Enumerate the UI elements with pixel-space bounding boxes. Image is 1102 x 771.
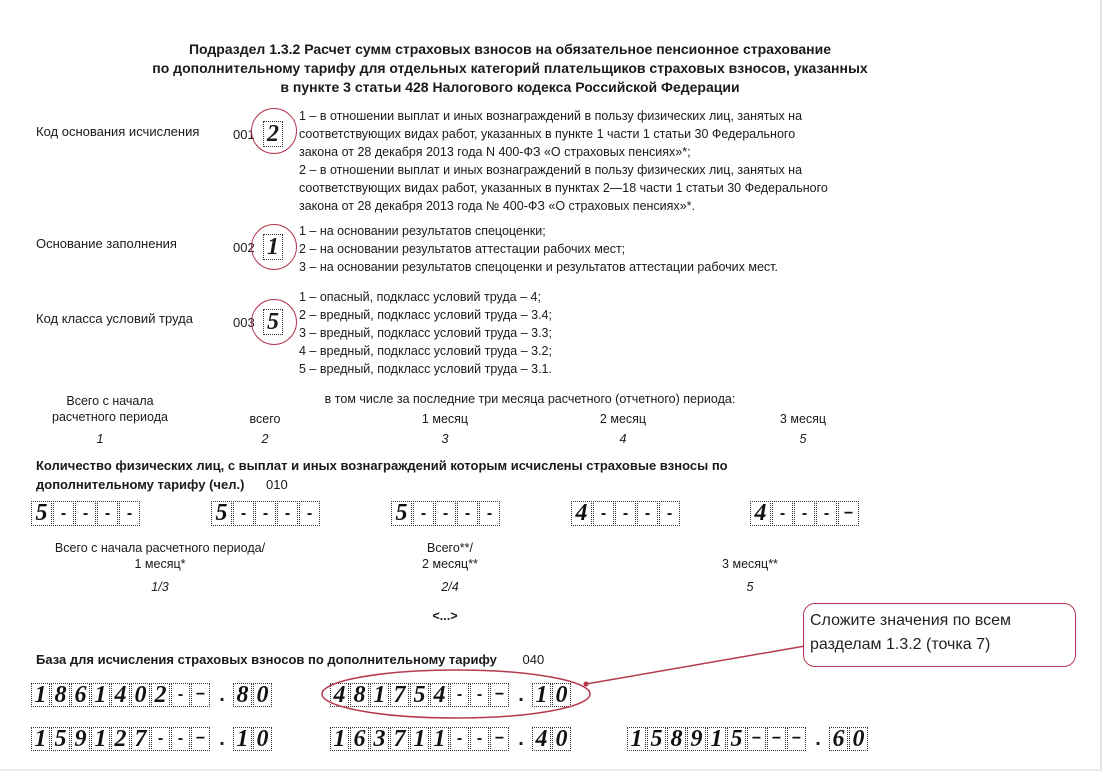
digit-cell[interactable]: - bbox=[255, 501, 276, 526]
digit-cell[interactable]: 2 bbox=[111, 727, 130, 751]
col1-header-line: расчетного периода bbox=[52, 410, 168, 424]
digit-cell[interactable]: 7 bbox=[131, 727, 150, 751]
digit-cell[interactable]: 1 bbox=[707, 727, 726, 751]
col-number: 4 bbox=[619, 432, 627, 446]
digit-cell[interactable]: 5 bbox=[727, 727, 746, 751]
digit-cell[interactable]: - bbox=[816, 501, 837, 526]
digit-cell[interactable]: 5 bbox=[410, 683, 429, 707]
digit-cell[interactable]: 4 bbox=[111, 683, 130, 707]
title-line: Подраздел 1.3.2 Расчет сумм страховых взносов на обязательное пенсионное страхование bbox=[188, 41, 832, 57]
label-line: дополнительному тарифу (чел.) bbox=[36, 477, 245, 492]
digit-cell[interactable]: 0 bbox=[253, 683, 272, 707]
col4-header: 2 месяц bbox=[599, 412, 647, 426]
digit-cell[interactable]: 5 bbox=[211, 501, 232, 526]
digit-cell[interactable]: 1 bbox=[330, 727, 349, 751]
digit-cell[interactable]: 1 bbox=[627, 727, 646, 751]
desc-line: 3 – вредный, подкласс условий труда – 3.3; bbox=[299, 326, 552, 340]
title-line: в пункте 3 статьи 428 Налогового кодекса Российской Федерации bbox=[280, 79, 740, 95]
digit-cell[interactable]: - bbox=[435, 501, 456, 526]
col-number: 1 bbox=[96, 432, 104, 446]
digit-cell[interactable]: 6 bbox=[350, 727, 369, 751]
header-line: Всего**/ bbox=[427, 541, 473, 555]
digit-cell[interactable]: 0 bbox=[552, 727, 571, 751]
callout-anchor-dot bbox=[584, 682, 589, 687]
digit-cell[interactable]: − bbox=[838, 501, 859, 526]
col2-header: всего bbox=[249, 412, 281, 426]
digit-cell[interactable]: − bbox=[490, 727, 509, 751]
digit-cell[interactable]: 8 bbox=[350, 683, 369, 707]
digit-cell[interactable]: − bbox=[767, 727, 786, 751]
callout-line bbox=[586, 646, 805, 684]
digit-cell[interactable]: 0 bbox=[131, 683, 150, 707]
decimal-separator: . bbox=[219, 684, 225, 706]
desc-line: закона от 28 декабря 2013 года № 400-ФЗ «О страховых пенсиях»*. bbox=[299, 199, 695, 213]
digit-cell[interactable]: - bbox=[171, 683, 190, 707]
digit-cell[interactable]: 7 bbox=[390, 683, 409, 707]
digit-cell[interactable]: - bbox=[171, 727, 190, 751]
digit-cell[interactable]: 1 bbox=[91, 683, 110, 707]
digit-cell[interactable]: - bbox=[75, 501, 96, 526]
digit-cell[interactable]: 8 bbox=[233, 683, 252, 707]
desc-line: 1 – опасный, подкласс условий труда – 4; bbox=[299, 290, 541, 304]
digit-cell[interactable]: - bbox=[233, 501, 254, 526]
field-003-label: Код класса условий труда bbox=[36, 311, 193, 326]
col3-header: 1 месяц bbox=[421, 412, 469, 426]
digit-cell[interactable]: 5 bbox=[51, 727, 70, 751]
digit-cell[interactable]: - bbox=[637, 501, 658, 526]
field-003-code: 003 bbox=[233, 315, 255, 330]
desc-line: 3 – на основании результатов спецоценки и результатов аттестации рабочих мест. bbox=[299, 260, 778, 274]
digit-cell[interactable]: - bbox=[450, 683, 469, 707]
digit-cell[interactable]: - bbox=[470, 683, 489, 707]
callout-line-text: разделам 1.3.2 (точка 7) bbox=[810, 636, 991, 653]
digit-cell[interactable]: 4 bbox=[571, 501, 592, 526]
digit-cell[interactable]: 9 bbox=[71, 727, 90, 751]
col5-header: 3 месяц bbox=[779, 412, 827, 426]
digit-cell[interactable]: - bbox=[615, 501, 636, 526]
desc-line: закона от 28 декабря 2013 года N 400-ФЗ «О страховых пенсиях»*; bbox=[299, 145, 691, 159]
digit-cell[interactable]: 5 bbox=[647, 727, 666, 751]
field-002-label: Основание заполнения bbox=[36, 236, 177, 251]
label-text: База для исчисления страховых взносов по дополнительному тарифу bbox=[36, 652, 497, 667]
callout-box bbox=[803, 603, 1076, 667]
digit-cell[interactable]: 6 bbox=[71, 683, 90, 707]
digit-cell[interactable]: - bbox=[53, 501, 74, 526]
digit-cell[interactable]: 1 bbox=[410, 727, 429, 751]
col1-header-line: Всего с начала bbox=[66, 394, 154, 408]
digit-cell[interactable]: 0 bbox=[552, 683, 571, 707]
field-001-value[interactable]: 2 bbox=[263, 121, 283, 147]
label-line: Количество физических лиц, с выплат и иных вознаграждений которым исчислены страховые взносы по bbox=[36, 458, 728, 473]
digit-cell[interactable]: 2 bbox=[151, 683, 170, 707]
digit-cell[interactable]: 6 bbox=[829, 727, 848, 751]
digit-cell[interactable]: - bbox=[772, 501, 793, 526]
digit-cell[interactable]: 0 bbox=[849, 727, 868, 751]
digit-cell[interactable]: - bbox=[659, 501, 680, 526]
ellipsis: <...> bbox=[432, 609, 458, 623]
digit-cell[interactable]: − bbox=[191, 727, 210, 751]
digit-cell[interactable]: 1 bbox=[532, 683, 551, 707]
digit-cell[interactable]: 1 bbox=[91, 727, 110, 751]
digit-cell[interactable]: - bbox=[413, 501, 434, 526]
digit-cell[interactable]: − bbox=[787, 727, 806, 751]
digit-cell[interactable]: 5 bbox=[31, 501, 52, 526]
digit-cell[interactable]: 4 bbox=[532, 727, 551, 751]
callout-line-text: Сложите значения по всем bbox=[810, 612, 1011, 629]
digit-cell[interactable]: 1 bbox=[370, 683, 389, 707]
col-number: 2/4 bbox=[441, 580, 459, 594]
field-002-code: 002 bbox=[233, 240, 255, 255]
decimal-separator: . bbox=[219, 728, 225, 750]
digit-cell[interactable]: 9 bbox=[687, 727, 706, 751]
header-line: 2 месяц** bbox=[422, 557, 478, 571]
header-line: 1 месяц* bbox=[134, 557, 186, 571]
digit-cell[interactable]: - bbox=[470, 727, 489, 751]
digit-cell[interactable]: - bbox=[299, 501, 320, 526]
digit-cell[interactable]: - bbox=[457, 501, 478, 526]
digit-cell[interactable]: 4 bbox=[430, 683, 449, 707]
desc-line: 2 – вредный, подкласс условий труда – 3.4; bbox=[299, 308, 552, 322]
desc-line: соответствующих видах работ, указанных в пунктах 2—18 части 1 статьи 30 Федерального bbox=[299, 181, 828, 195]
field-003-value[interactable]: 5 bbox=[263, 309, 283, 335]
decimal-separator: . bbox=[518, 728, 524, 750]
digit-cell[interactable]: − bbox=[490, 683, 509, 707]
col-number: 1/3 bbox=[151, 580, 169, 594]
digit-cell[interactable]: 7 bbox=[390, 727, 409, 751]
field-001-label: Код основания исчисления bbox=[36, 124, 200, 139]
digit-cell[interactable]: - bbox=[119, 501, 140, 526]
desc-line: 2 – в отношении выплат и иных вознаграждений в пользу физических лиц, занятых на bbox=[299, 163, 803, 177]
header-line: Всего с начала расчетного периода/ bbox=[54, 541, 266, 555]
decimal-separator: . bbox=[518, 684, 524, 706]
digit-cell[interactable]: − bbox=[191, 683, 210, 707]
digit-cell[interactable]: 1 bbox=[31, 683, 50, 707]
digit-cell[interactable]: 3 bbox=[370, 727, 389, 751]
digit-cell[interactable]: 1 bbox=[31, 727, 50, 751]
highlight-ellipse bbox=[322, 670, 590, 718]
digit-cell[interactable]: 5 bbox=[391, 501, 412, 526]
digit-cell[interactable]: - bbox=[97, 501, 118, 526]
desc-line: 5 – вредный, подкласс условий труда – 3.1. bbox=[299, 362, 552, 376]
col-number: 3 bbox=[441, 432, 449, 446]
line-040-code: 040 bbox=[522, 652, 545, 667]
digit-cell[interactable]: - bbox=[479, 501, 500, 526]
digit-cell[interactable]: 8 bbox=[51, 683, 70, 707]
digit-cell[interactable]: 0 bbox=[253, 727, 272, 751]
digit-cell[interactable]: 8 bbox=[667, 727, 686, 751]
col-number: 5 bbox=[799, 432, 807, 446]
field-002-value[interactable]: 1 bbox=[263, 234, 283, 260]
line-010-code: 010 bbox=[266, 477, 288, 492]
digit-cell[interactable]: 1 bbox=[430, 727, 449, 751]
field-001-code: 001 bbox=[233, 127, 255, 142]
digit-cell[interactable]: 1 bbox=[233, 727, 252, 751]
digit-cell[interactable]: - bbox=[277, 501, 298, 526]
col-number: 5 bbox=[746, 580, 754, 594]
col-number: 2 bbox=[261, 432, 269, 446]
digit-cell[interactable]: - bbox=[151, 727, 170, 751]
desc-line: 1 – в отношении выплат и иных вознаграждений в пользу физических лиц, занятых на bbox=[299, 109, 803, 123]
col-header-5: 3 месяц** bbox=[722, 557, 778, 571]
desc-line: 4 – вредный, подкласс условий труда – 3.2; bbox=[299, 344, 552, 358]
title-line: по дополнительному тарифу для отдельных категорий плательщиков страховых взносов, указанных bbox=[152, 60, 868, 76]
digit-cell[interactable]: 4 bbox=[330, 683, 349, 707]
digit-cell[interactable]: − bbox=[747, 727, 766, 751]
decimal-separator: . bbox=[815, 728, 821, 750]
digit-cell[interactable]: - bbox=[450, 727, 469, 751]
group-header: в том числе за последние три месяца расчетного (отчетного) периода: bbox=[324, 392, 736, 406]
desc-line: 1 – на основании результатов спецоценки; bbox=[299, 224, 546, 238]
desc-line: 2 – на основании результатов аттестации рабочих мест; bbox=[299, 242, 626, 256]
desc-line: соответствующих видах работ, указанных в пункте 1 части 1 статьи 30 Федерального bbox=[299, 127, 796, 141]
digit-cell[interactable]: 4 bbox=[750, 501, 771, 526]
digit-cell[interactable]: - bbox=[794, 501, 815, 526]
digit-cell[interactable]: - bbox=[593, 501, 614, 526]
